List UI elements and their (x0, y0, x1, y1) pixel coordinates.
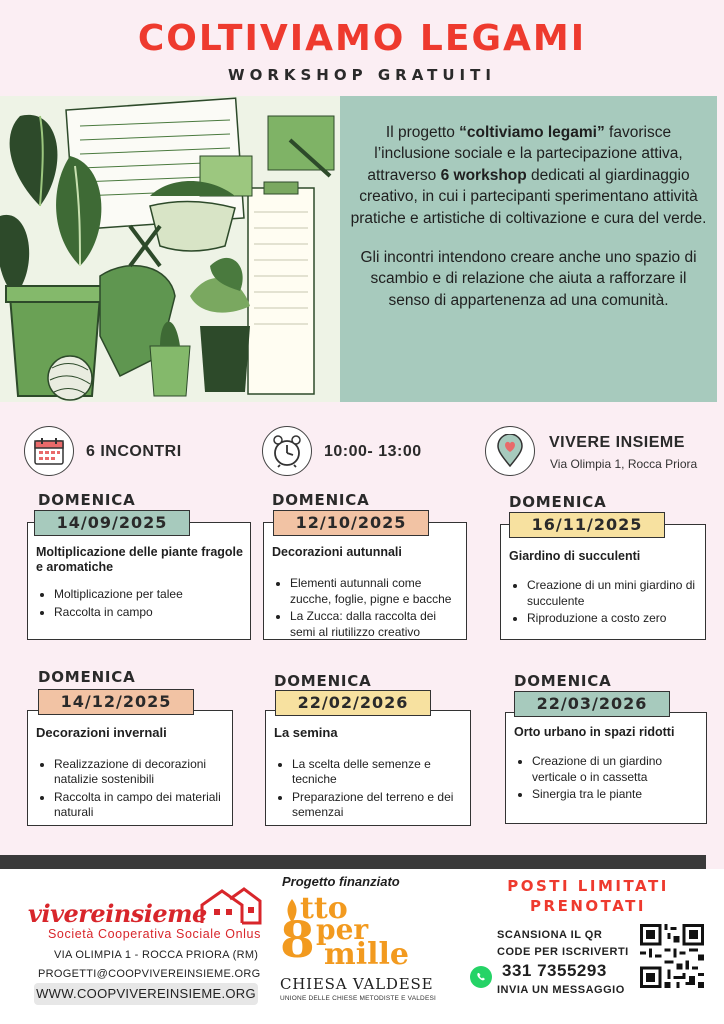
list-item: • Elementi autunnali come zucche, foglie, pigne e bacche (290, 576, 464, 607)
funded-label: Progetto finanziato (282, 874, 400, 889)
plant-collage-icon (0, 96, 340, 402)
workshop-date: 12/10/2025 (273, 510, 429, 536)
list-item: • Raccolta in campo (54, 605, 248, 621)
list-item: • Moltiplicazione per talee (54, 587, 248, 603)
location-heart-icon (485, 426, 535, 476)
venue-address: Via Olimpia 1, Rocca Priora (550, 457, 698, 471)
qr-code[interactable] (640, 924, 704, 988)
workshop-date: 22/02/2026 (275, 690, 431, 716)
workshop-activities (514, 754, 706, 803)
workshop-title: Decorazioni autunnali (272, 545, 402, 559)
workshop-activities (509, 578, 703, 627)
org-email[interactable]: PROGETTI@COOPVIVEREINSIEME.ORG (38, 968, 261, 980)
workshop-date: 16/11/2025 (509, 512, 665, 538)
workshop-card-3 (500, 524, 706, 640)
intro-paragraph-1: Il progetto “coltiviamo legami” favorisce l’inclusione sociale e la partecipazione attiva, attraverso 6 workshop dedicati al giardinaggio creativo, in cui i partecipanti sperimentano attività pratiche e artistiche di coltivazione e cura del verde. (350, 124, 707, 227)
page-subtitle: WORKSHOP GRATUITI (228, 66, 496, 84)
workshop-title: Giardino di succulenti (509, 549, 641, 563)
workshop-card-1 (27, 522, 251, 640)
workshop-card-2 (263, 522, 467, 640)
list-item: • Creazione di un mini giardino di succulente (527, 578, 703, 609)
workshop-day: DOMENICA (38, 668, 136, 686)
workshop-day: DOMENICA (272, 491, 370, 509)
list-item: • Sinergia tra le piante (532, 787, 706, 803)
event-time: 10:00- 13:00 (324, 443, 422, 460)
list-item: • La scelta delle semenze e tecniche (292, 757, 470, 788)
alarm-clock-icon (262, 426, 312, 476)
list-item: • Preparazione del terreno e dei semenzai (292, 790, 470, 821)
phone-number[interactable]: 331 7355293 (502, 961, 607, 980)
workshop-day: DOMENICA (274, 672, 372, 690)
workshop-activities (36, 757, 232, 821)
otto-per-mille-logo: tto 8 per mille (280, 891, 410, 972)
list-item: • Raccolta in campo dei materiali naturali (54, 790, 232, 821)
footer (0, 869, 724, 1024)
workshop-card-6 (505, 712, 707, 824)
workshop-date: 14/12/2025 (38, 689, 194, 715)
project-name: “coltiviamo legami” (459, 124, 605, 141)
workshop-title: Decorazioni invernali (36, 725, 167, 740)
workshop-activities (274, 757, 470, 821)
workshop-day: DOMENICA (514, 672, 612, 690)
calendar-icon (24, 426, 74, 476)
workshop-card-5 (265, 710, 471, 826)
workshop-day: DOMENICA (509, 493, 607, 511)
footer-divider (0, 855, 706, 869)
list-item: • La Zucca: dalla raccolta dei semi al riutilizzo creativo (290, 609, 464, 640)
workshop-date: 22/03/2026 (514, 691, 670, 717)
meetings-count: 6 INCONTRI (86, 443, 182, 460)
org-address: VIA OLIMPIA 1 - ROCCA PRIORA (RM) (54, 949, 259, 961)
workshop-count: 6 workshop (440, 166, 527, 184)
workshop-title: La semina (274, 725, 338, 740)
list-item: • Riproduzione a costo zero (527, 611, 703, 627)
whatsapp-icon[interactable] (470, 966, 492, 988)
church-union: UNIONE DELLE CHIESE METODISTE E VALDESI (280, 995, 437, 1002)
workshop-activities (272, 576, 464, 640)
house-logo-icon (200, 887, 262, 925)
list-item: • Realizzazione di decorazioni natalizie sostenibili (54, 757, 232, 788)
vivereinsieme-logo: vivereinsieme (28, 887, 268, 929)
workshop-day: DOMENICA (38, 491, 136, 509)
page-title: COLTIVIAMO LEGAMI (137, 18, 587, 59)
workshop-title: Moltiplicazione delle piante fragole e aromatiche (36, 545, 243, 574)
intro-panel (340, 96, 717, 402)
event-info-row (0, 420, 724, 484)
workshop-activities (36, 587, 248, 620)
list-item: • Creazione di un giardino verticale o in cassetta (532, 754, 706, 785)
intro-paragraph-2: Gli incontri intendono creare anche uno spazio di scambio e di relazione che aiuta a rafforzare il senso di appartenenza ad una comunità. (360, 248, 697, 309)
org-website-link[interactable]: WWW.COOPVIVEREINSIEME.ORG (34, 983, 258, 1005)
workshop-card-4 (27, 710, 233, 826)
qr-code-icon (640, 924, 704, 988)
church-name: CHIESA VALDESE (280, 975, 434, 993)
workshop-date: 14/09/2025 (34, 510, 190, 536)
venue-name: VIVERE INSIEME (549, 434, 685, 451)
qr-instructions: SCANSIONA IL QR CODE PER ISCRIVERTI (497, 929, 629, 958)
gardening-illustration (0, 96, 340, 402)
org-subtitle: Società Cooperativa Sociale Onlus (48, 927, 261, 941)
limited-seats-notice: POSTI LIMITATI PRENOTATI (507, 877, 669, 915)
workshop-title: Orto urbano in spazi ridotti (514, 725, 675, 739)
message-instruction: INVIA UN MESSAGGIO (497, 984, 625, 996)
